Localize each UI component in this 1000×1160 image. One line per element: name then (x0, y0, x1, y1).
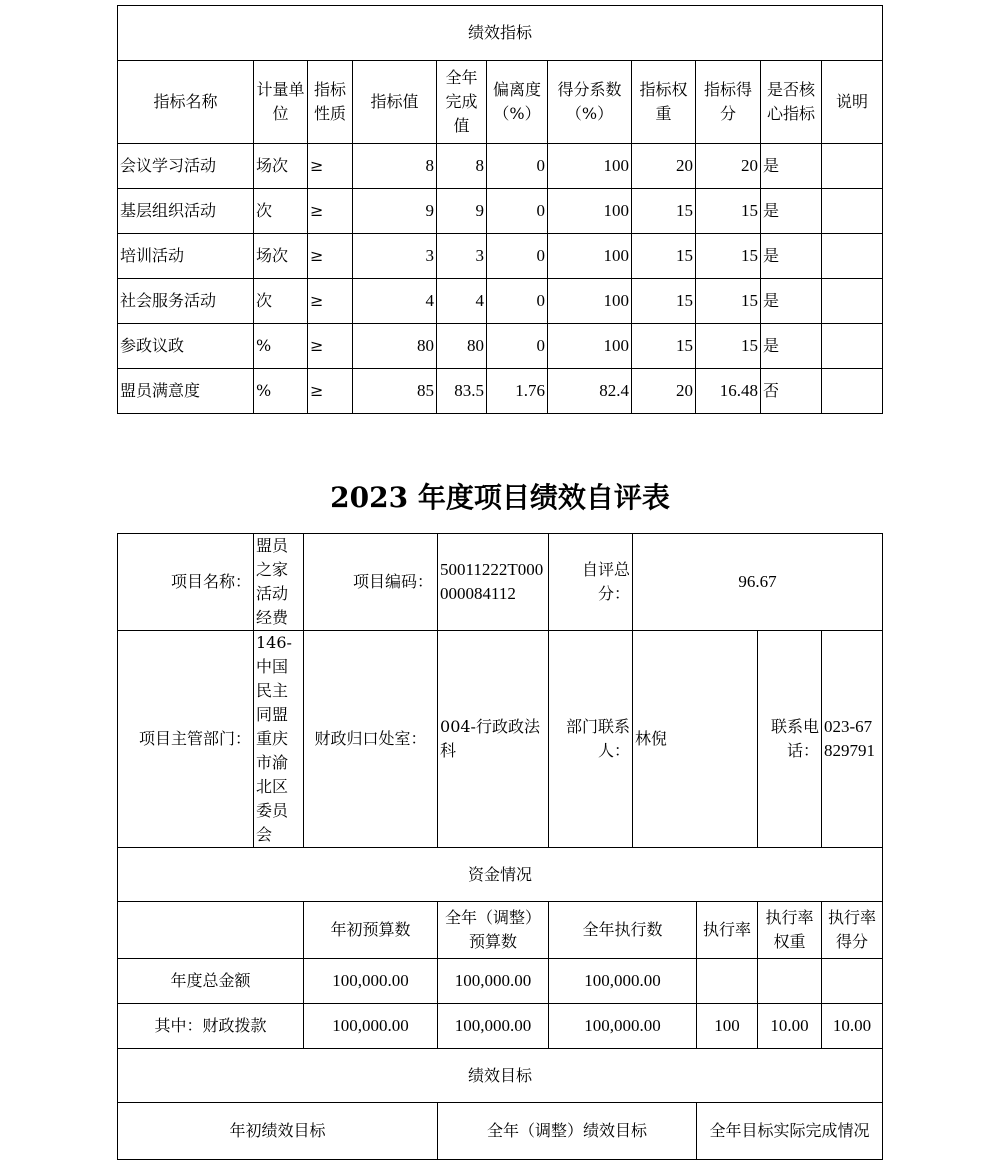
indicator-cell: ≥ (308, 324, 353, 369)
dept-label: 项目主管部门： (118, 631, 254, 848)
indicator-cell (822, 144, 883, 189)
indicator-cell: 参政议政 (118, 324, 254, 369)
project-name-label: 项目名称： (118, 534, 254, 631)
indicator-cell: 场次 (254, 234, 308, 279)
indicator-header-row (118, 61, 883, 144)
indicator-cell: 是 (761, 144, 822, 189)
indicator-cell: 次 (254, 189, 308, 234)
funds-cell: 10.00 (822, 1004, 883, 1049)
funds-cell: 100 (697, 1004, 758, 1049)
indicator-cell: 15 (632, 279, 696, 324)
indicator-cell: 8 (437, 144, 487, 189)
indicator-cell: % (254, 324, 308, 369)
indicator-cell: 100 (548, 279, 632, 324)
phone-value: 023-67829791 (822, 631, 883, 848)
indicator-cell: 20 (632, 144, 696, 189)
indicator-cell (822, 189, 883, 234)
goals-header-cell: 全年（调整）绩效目标 (438, 1103, 697, 1160)
indicator-cell: 20 (696, 144, 761, 189)
funds-header-cell: 全年（调整）预算数 (438, 902, 549, 959)
self-eval-table (117, 533, 883, 1160)
funds-cell: 10.00 (758, 1004, 822, 1049)
indicator-cell: 1.76 (487, 369, 548, 414)
indicator-cell: 4 (353, 279, 437, 324)
indicator-row (118, 189, 883, 234)
indicator-cell: 9 (353, 189, 437, 234)
finance-label: 财政归口处室： (304, 631, 438, 848)
indicator-cell: 培训活动 (118, 234, 254, 279)
funds-cell (697, 959, 758, 1004)
header-cell: 指标名称 (118, 61, 254, 144)
indicator-cell: 82.4 (548, 369, 632, 414)
indicator-row (118, 144, 883, 189)
header-cell: 计量单位 (254, 61, 308, 144)
funds-header-cell: 年初预算数 (304, 902, 438, 959)
funds-row-label: 其中：财政拨款 (118, 1004, 304, 1049)
funds-section-title: 资金情况 (118, 848, 883, 902)
indicator-cell: ≥ (308, 279, 353, 324)
funds-header-cell: 执行率权重 (758, 902, 822, 959)
funds-cell: 100,000.00 (549, 1004, 697, 1049)
page-title: 2023 年度项目绩效自评表 (330, 481, 670, 514)
indicator-cell: ≥ (308, 234, 353, 279)
project-code-label: 项目编码： (304, 534, 438, 631)
indicator-cell: 3 (437, 234, 487, 279)
indicator-cell: 100 (548, 144, 632, 189)
indicator-cell (822, 324, 883, 369)
funds-row (118, 959, 883, 1004)
indicator-cell: 基层组织活动 (118, 189, 254, 234)
indicator-cell: 100 (548, 324, 632, 369)
indicator-row (118, 324, 883, 369)
indicator-row (118, 234, 883, 279)
indicator-cell: ≥ (308, 369, 353, 414)
funds-header-cell: 执行率得分 (822, 902, 883, 959)
indicator-cell: 是 (761, 189, 822, 234)
header-cell: 是否核心指标 (761, 61, 822, 144)
funds-header-cell: 执行率 (697, 902, 758, 959)
indicator-cell: 16.48 (696, 369, 761, 414)
header-cell: 指标值 (353, 61, 437, 144)
indicator-table (117, 5, 883, 414)
indicator-cell: 8 (353, 144, 437, 189)
funds-cell: 100,000.00 (304, 1004, 438, 1049)
goals-section-title: 绩效目标 (118, 1049, 883, 1103)
indicator-cell: 15 (696, 324, 761, 369)
indicator-cell: 15 (632, 234, 696, 279)
dept-value: 146-中国民主同盟重庆市渝北区委员会 (254, 631, 304, 848)
indicator-cell: 15 (696, 189, 761, 234)
indicator-cell: 15 (696, 279, 761, 324)
funds-header-blank (118, 902, 304, 959)
indicator-cell: 9 (437, 189, 487, 234)
funds-cell: 100,000.00 (438, 1004, 549, 1049)
funds-cell (822, 959, 883, 1004)
goals-header-cell: 全年目标实际完成情况 (697, 1103, 883, 1160)
goals-header-row (118, 1103, 883, 1160)
indicator-cell: 0 (487, 189, 548, 234)
indicator-cell: 15 (632, 324, 696, 369)
project-code-value: 50011222T000000084112 (438, 534, 549, 631)
indicator-row (118, 279, 883, 324)
indicator-cell: % (254, 369, 308, 414)
funds-cell (758, 959, 822, 1004)
goals-header-cell: 年初绩效目标 (118, 1103, 438, 1160)
indicator-cell: 0 (487, 324, 548, 369)
indicator-row (118, 369, 883, 414)
indicator-cell: ≥ (308, 189, 353, 234)
indicator-cell: 0 (487, 144, 548, 189)
project-name-value: 盟员之家活动经费 (254, 534, 304, 631)
funds-cell: 100,000.00 (549, 959, 697, 1004)
funds-header-row (118, 902, 883, 959)
header-cell: 说明 (822, 61, 883, 144)
indicator-cell: 80 (353, 324, 437, 369)
indicator-cell: 0 (487, 234, 548, 279)
indicator-cell: 是 (761, 234, 822, 279)
indicator-cell: 4 (437, 279, 487, 324)
funds-header-cell: 全年执行数 (549, 902, 697, 959)
header-cell: 指标权重 (632, 61, 696, 144)
indicator-cell: 盟员满意度 (118, 369, 254, 414)
self-score-value: 96.67 (633, 534, 883, 631)
self-score-label: 自评总分： (549, 534, 633, 631)
indicator-cell (822, 279, 883, 324)
header-cell: 全年完成值 (437, 61, 487, 144)
indicator-cell: 85 (353, 369, 437, 414)
indicator-cell: 场次 (254, 144, 308, 189)
funds-row (118, 1004, 883, 1049)
indicator-cell (822, 369, 883, 414)
indicator-cell: 是 (761, 279, 822, 324)
finance-value: 004-行政政法科 (438, 631, 549, 848)
indicator-cell: 80 (437, 324, 487, 369)
header-cell: 指标得分 (696, 61, 761, 144)
indicator-cell: 100 (548, 189, 632, 234)
contact-value: 林倪 (633, 631, 758, 848)
indicator-cell: 是 (761, 324, 822, 369)
funds-cell: 100,000.00 (304, 959, 438, 1004)
header-cell: 得分系数（%） (548, 61, 632, 144)
indicator-cell: 20 (632, 369, 696, 414)
phone-label: 联系电话： (758, 631, 822, 848)
contact-label: 部门联系人： (549, 631, 633, 848)
indicator-cell: 否 (761, 369, 822, 414)
indicator-cell (822, 234, 883, 279)
indicator-cell: 社会服务活动 (118, 279, 254, 324)
indicator-cell: 83.5 (437, 369, 487, 414)
header-cell: 偏离度（%） (487, 61, 548, 144)
funds-cell: 100,000.00 (438, 959, 549, 1004)
indicator-section-title: 绩效指标 (118, 6, 883, 61)
indicator-cell: 15 (632, 189, 696, 234)
indicator-cell: 会议学习活动 (118, 144, 254, 189)
indicator-cell: 15 (696, 234, 761, 279)
indicator-cell: 0 (487, 279, 548, 324)
indicator-cell: 100 (548, 234, 632, 279)
indicator-cell: 3 (353, 234, 437, 279)
funds-row-label: 年度总金额 (118, 959, 304, 1004)
indicator-cell: ≥ (308, 144, 353, 189)
indicator-cell: 次 (254, 279, 308, 324)
header-cell: 指标性质 (308, 61, 353, 144)
